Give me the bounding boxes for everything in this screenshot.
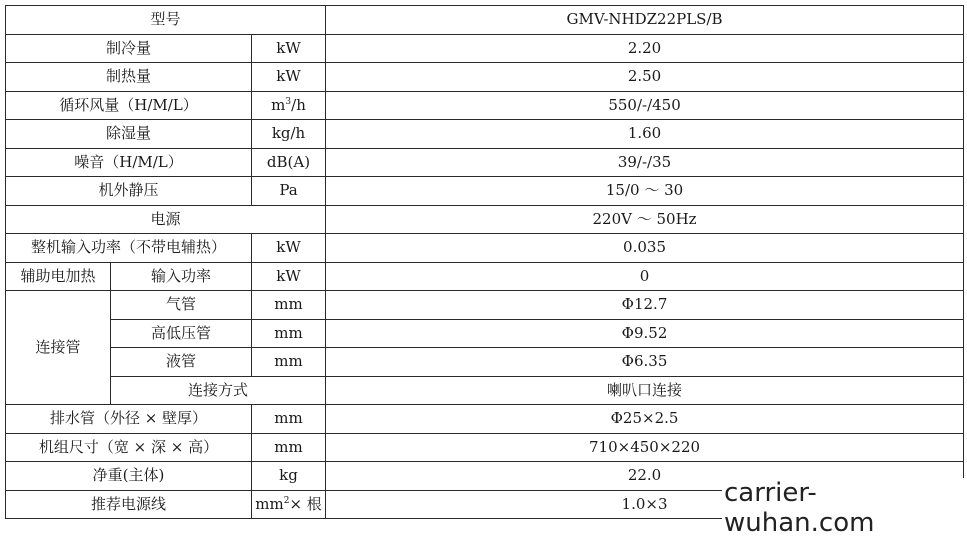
heating-unit: kW [252,63,326,92]
row-dehumid [6,120,964,149]
aux-heat-sublabel: 输入功率 [111,262,252,291]
airflow-unit-base: m [271,95,286,114]
dehumid-label: 除湿量 [6,120,252,149]
power-supply-label: 电源 [6,205,326,234]
net-weight-unit: kg [252,462,326,491]
site-watermark: carrier-wuhan.com [722,478,967,538]
input-power-unit: kW [252,234,326,263]
dimensions-value: 710×450×220 [326,433,964,462]
dimensions-label: 机组尺寸（宽 × 深 × 高） [6,433,252,462]
airflow-unit [252,91,326,120]
cable-value: 1.0×3 [326,490,964,519]
airflow-label: 循环风量（H/M/L） [6,91,252,120]
row-aux-heat [6,262,964,291]
pipe-hilo-label: 高低压管 [111,319,252,348]
input-power-label: 整机输入功率（不带电辅热） [6,234,252,263]
heating-value: 2.50 [326,63,964,92]
pipe-liquid-label: 液管 [111,348,252,377]
noise-label: 噪音（H/M/L） [6,148,252,177]
drain-unit: mm [252,405,326,434]
static-pressure-value: 15/0 ～ 30 [326,177,964,206]
cable-label: 推荐电源线 [6,490,252,519]
dimensions-unit: mm [252,433,326,462]
pipe-method-label: 连接方式 [111,376,326,405]
drain-value: Φ25×2.5 [326,405,964,434]
row-airflow [6,91,964,120]
dehumid-unit: kg/h [252,120,326,149]
airflow-unit-tail: /h [291,95,306,114]
model-label: 型号 [6,6,326,35]
net-weight-value: 22.0 [326,462,964,491]
cable-unit-base: mm [255,494,284,513]
pipe-hilo-value: Φ9.52 [326,319,964,348]
airflow-value: 550/-/450 [326,91,964,120]
pipe-gas-label: 气管 [111,291,252,320]
row-input-power [6,234,964,263]
dehumid-value: 1.60 [326,120,964,149]
airflow-unit-sup: 3 [285,96,292,107]
pipe-hilo-unit: mm [252,319,326,348]
cooling-label: 制冷量 [6,34,252,63]
static-pressure-label: 机外静压 [6,177,252,206]
pipe-method-value: 喇叭口连接 [326,376,964,405]
cable-unit-tail: × 根 [289,494,322,513]
pipe-label: 连接管 [6,291,111,405]
row-pipe-hilo [6,319,964,348]
static-pressure-unit: Pa [252,177,326,206]
aux-heat-label: 辅助电加热 [6,262,111,291]
row-pipe-gas [6,291,964,320]
model-value: GMV-NHDZ22PLS/B [326,6,964,35]
cooling-unit: kW [252,34,326,63]
cable-unit [252,490,326,519]
row-model [6,6,964,35]
row-static-pressure [6,177,964,206]
heating-label: 制热量 [6,63,252,92]
noise-value: 39/-/35 [326,148,964,177]
drain-label: 排水管（外径 × 壁厚） [6,405,252,434]
row-noise [6,148,964,177]
net-weight-label: 净重(主体) [6,462,252,491]
row-pipe-liquid [6,348,964,377]
row-power-supply [6,205,964,234]
pipe-liquid-unit: mm [252,348,326,377]
power-supply-value: 220V ～ 50Hz [326,205,964,234]
row-drain [6,405,964,434]
aux-heat-unit: kW [252,262,326,291]
cable-unit-sup: 2 [283,495,290,506]
row-pipe-method [6,376,964,405]
noise-unit: dB(A) [252,148,326,177]
pipe-gas-unit: mm [252,291,326,320]
row-cooling [6,34,964,63]
input-power-value: 0.035 [326,234,964,263]
pipe-gas-value: Φ12.7 [326,291,964,320]
spec-table [5,5,964,519]
aux-heat-value: 0 [326,262,964,291]
cooling-value: 2.20 [326,34,964,63]
row-heating [6,63,964,92]
row-dimensions [6,433,964,462]
pipe-liquid-value: Φ6.35 [326,348,964,377]
